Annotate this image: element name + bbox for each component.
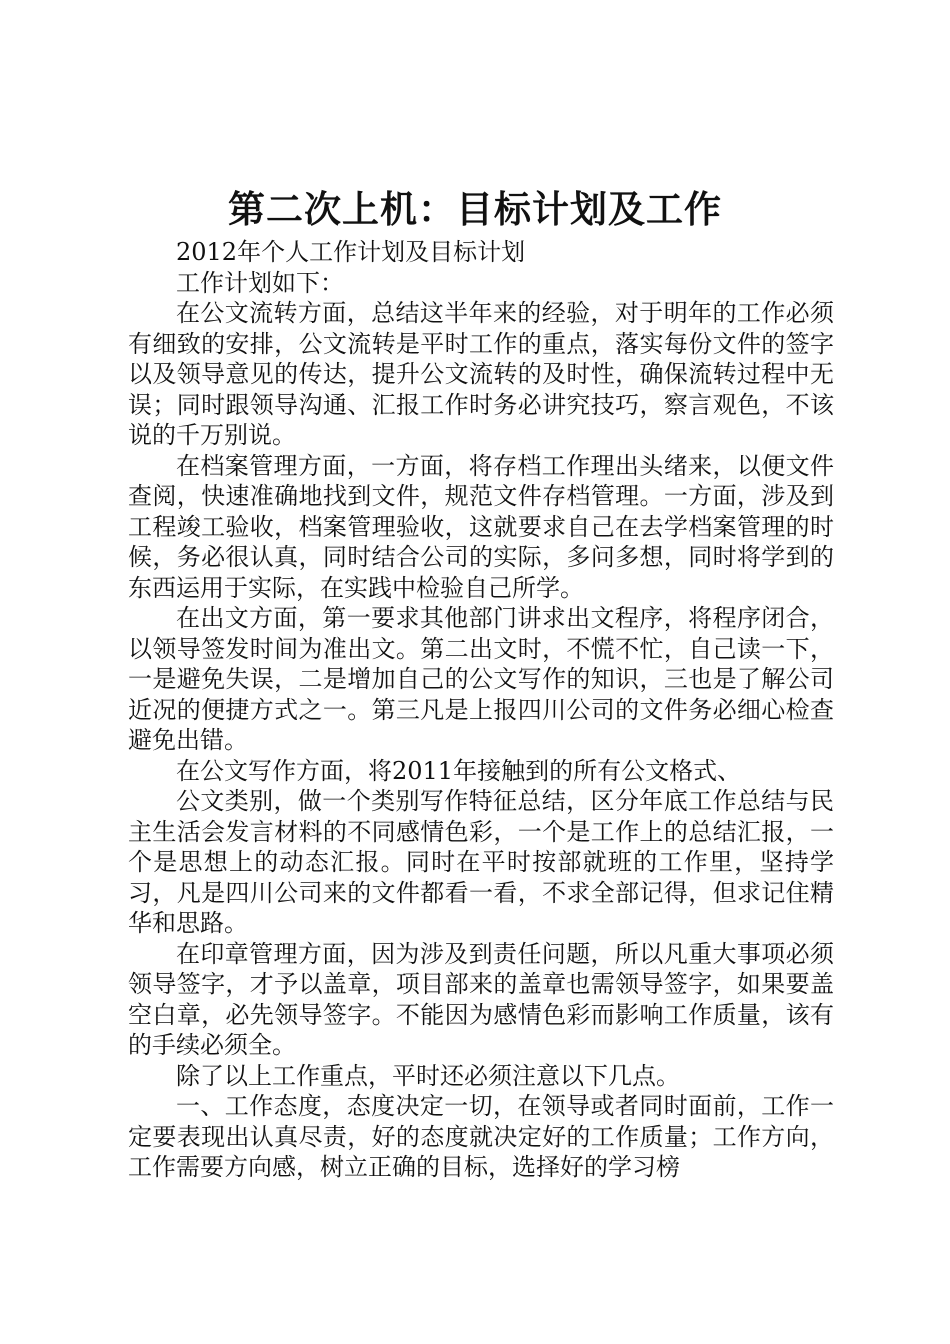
paragraph-other-points: 除了以上工作重点，平时还必须注意以下几点。 bbox=[176, 1061, 680, 1090]
document-title: 第二次上机：目标计划及工作 bbox=[228, 187, 722, 231]
paragraph-seal-management: 在印章管理方面，因为涉及到责任问题，所以凡重大事项必须领导签字，才予以盖章，项目部来的盖章也需领导签字，如果要盖空白章，必先领导签字。不能因为感情色彩而影响工作质量，该有的手续必须全。 bbox=[128, 939, 834, 1059]
paragraph-document-flow: 在公文流转方面，总结这半年来的经验，对于明年的工作必须有细致的安排，公文流转是平时工作的重点，落实每份文件的签字以及领导意见的传达，提升公文流转的及时性，确保流转过程中无误；同时跟领导沟通、汇报工作时务必讲究技巧，察言观色，不该说的千万别说。 bbox=[128, 299, 834, 449]
paragraph-plan-heading: 2012年个人工作计划及目标计划 bbox=[176, 238, 526, 266]
paragraph-work-attitude: 一、工作态度，态度决定一切，在领导或者同时面前，工作一定要表现出认真尽责，好的态度就决定好的工作质量；工作方向，工作需要方向感，树立正确的目标，选择好的学习榜 bbox=[128, 1092, 834, 1181]
paragraph-archive-management: 在档案管理方面，一方面，将存档工作理出头绪来，以便文件查阅，快速准确地找到文件，规范文件存档管理。一方面，涉及到工程竣工验收，档案管理验收，这就要求自己在去学档案管理的时候，务必很认真，同时结合公司的实际，多问多想，同时将学到的东西运用于实际，在实践中检验自己所学。 bbox=[128, 451, 834, 602]
paragraph-document-issuing: 在出文方面，第一要求其他部门讲求出文程序，将程序闭合，以领导签发时间为准出文。第二出文时，不慌不忙，自己读一下，一是避免失误，二是增加自己的公文写作的知识，三也是了解公司近况的便捷方式之一。第三凡是上报四川公司的文件务必细心检查避免出错。 bbox=[128, 604, 834, 754]
paragraph-plan-intro: 工作计划如下： bbox=[176, 268, 344, 297]
document-body bbox=[128, 237, 834, 1183]
paragraph-writing-intro: 在公文写作方面，将2011年接触到的所有公文格式、 bbox=[176, 756, 742, 785]
paragraph-writing-categories: 公文类别，做一个类别写作特征总结，区分年底工作总结与民主生活会发言材料的不同感情色彩，一个是工作上的总结汇报，一个是思想上的动态汇报。同时在平时按部就班的工作里，坚持学习，凡是四川公司来的文件都看一看，不求全部记得，但求记住精华和思路。 bbox=[128, 787, 834, 937]
